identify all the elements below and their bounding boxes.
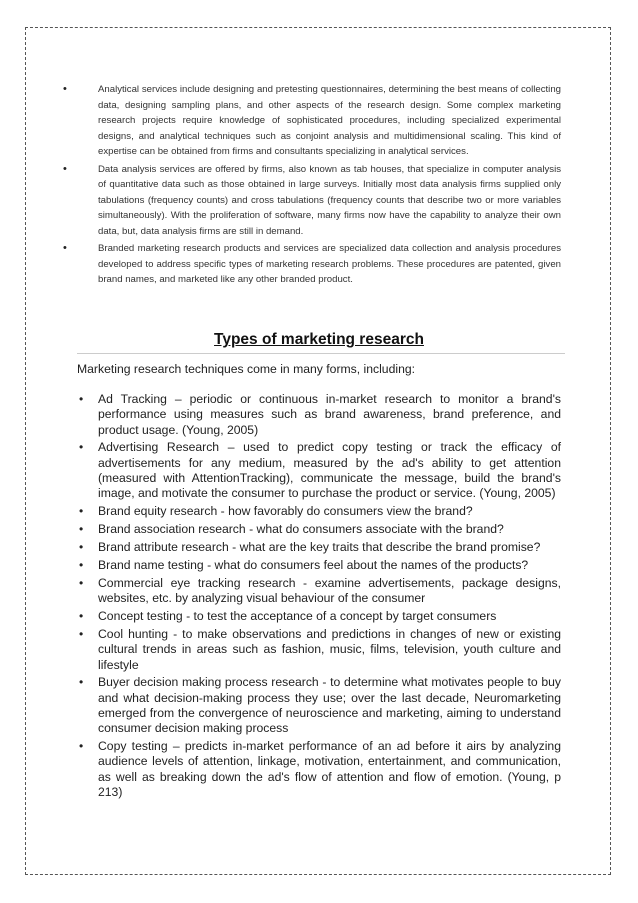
list-item: • Concept testing - to test the acceptance of a concept by target consumers [77,609,561,624]
list-item: • Data analysis services are offered by firms, also known as tab houses, that specialize in computer analysis of quantitative data such as those obtained in large surveys. Initially most data analysis firms supplied only tabulations (frequency counts) and cross tabulations (frequency counts that describe two or more variables simultaneously). With the proliferation of software, many firms now have the capability to analyze their own data, but, data analysis firms are still in demand. [63,162,561,240]
section-heading: Types of marketing research [214,331,424,348]
list-item: • Branded marketing research products and services are specialized data collection and analysis procedures developed to address specific types of marketing research problems. These procedures are patented, given brand names, and marketed like any other branded product. [63,241,561,288]
research-types-list [77,392,561,803]
list-item: • Brand attribute research - what are the key traits that describe the brand promise? [77,540,561,555]
divider [77,353,565,354]
list-item: • Advertising Research – used to predict copy testing or track the efficacy of advertisements for any medium, measured by the ad's ability to get attention (measured with AttentionTracking), communicate the message, build the brand's image, and motivate the consumer to purchase the product or service. (Young, 2005) [77,440,561,501]
service-types-list [63,82,561,290]
list-item: • Brand name testing - what do consumers feel about the names of the products? [77,558,561,573]
list-item: • Brand association research - what do consumers associate with the brand? [77,522,561,537]
list-item: • Ad Tracking – periodic or continuous in-market research to monitor a brand's performance using measures such as brand awareness, brand preference, and product usage. (Young, 2005) [77,392,561,438]
list-item: • Analytical services include designing and pretesting questionnaires, determining the best means of collecting data, designing sampling plans, and other aspects of the research design. Some complex marketing research projects require knowledge of sophisticated procedures, including specialized experimental designs, and analytical techniques such as conjoint analysis and multidimensional scaling. This kind of expertise can be obtained from firms and consultants specializing in analytical services. [63,82,561,160]
list-item: • Buyer decision making process research - to determine what motivates people to buy and what decision-making process they use; over the last decade, Neuromarketing emerged from the convergence of neuroscience and marketing, aiming to understand consumer decision making process [77,675,561,736]
list-item: • Commercial eye tracking research - examine advertisements, package designs, websites, etc. by analyzing visual behaviour of the consumer [77,576,561,607]
list-item: • Copy testing – predicts in-market performance of an ad before it airs by analyzing audience levels of attention, linkage, motivation, entertainment, and communication, as well as breaking down the ad's flow of attention and flow of emotion. (Young, p 213) [77,739,561,800]
list-item: • Brand equity research - how favorably do consumers view the brand? [77,504,561,519]
list-item: • Cool hunting - to make observations and predictions in changes of new or existing cultural trends in areas such as fashion, music, films, television, youth culture and lifestyle [77,627,561,673]
section-intro: Marketing research techniques come in many forms, including: [77,362,416,376]
